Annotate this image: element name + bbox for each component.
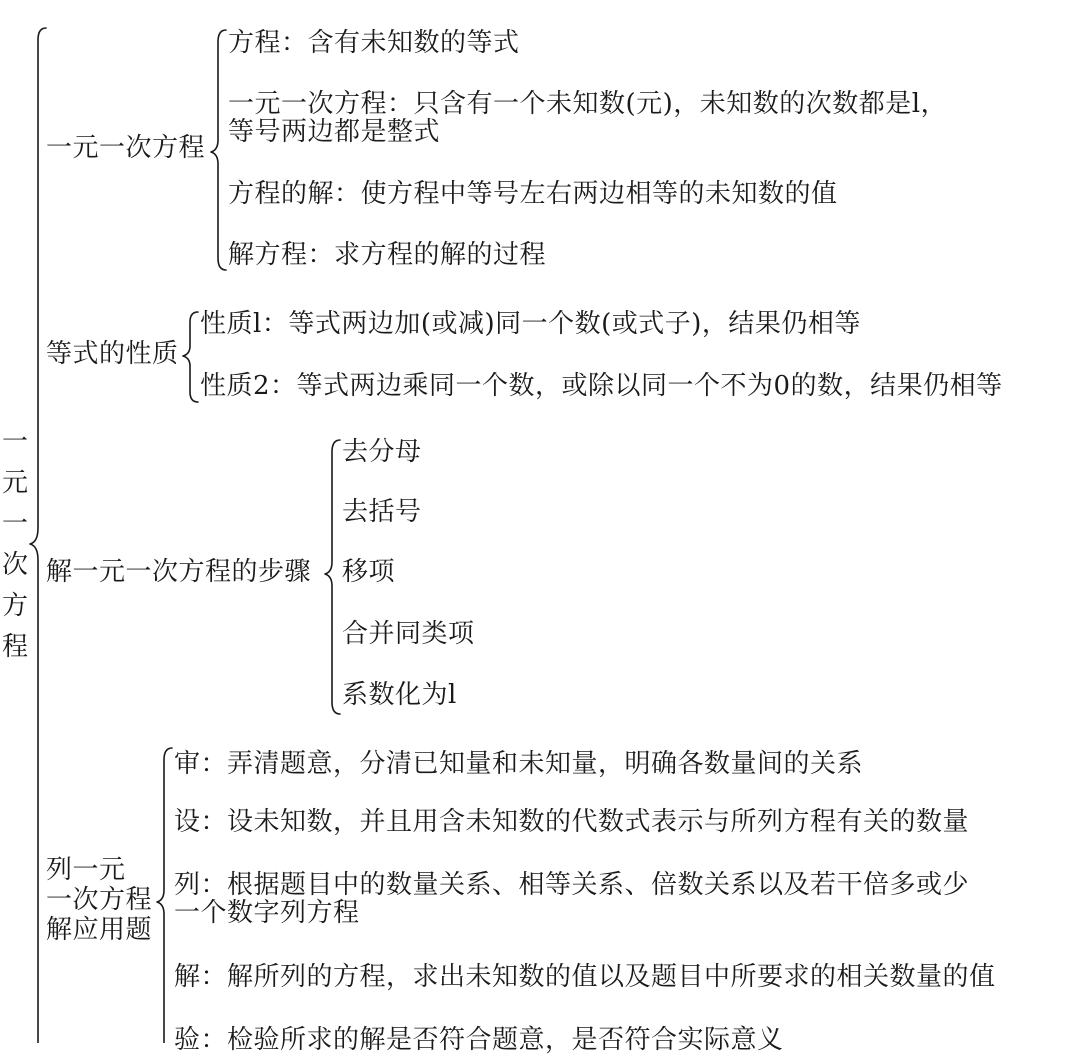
section2-label: 等式的性质 (46, 339, 179, 369)
section4-item: 列：根据题目中的数量关系、相等关系、倍数关系以及若干倍多或少 (174, 870, 970, 900)
root-title-char: 元 (1, 468, 28, 498)
section4-item-continuation: 一个数字列方程 (174, 898, 360, 928)
section4-item: 解：解所列的方程，求出未知数的值以及题目中所要求的相关数量的值 (174, 962, 996, 992)
root-brace (30, 28, 46, 1043)
section1-item-continuation: 等号两边都是整式 (228, 117, 441, 147)
section1-label: 一元一次方程 (46, 133, 206, 163)
section3-item: 系数化为l (342, 680, 457, 710)
section1-item: 一元一次方程：只含有一个未知数(元)，未知数的次数都是l， (228, 89, 948, 119)
section3-item: 去括号 (342, 497, 422, 527)
root-title-char: 次 (1, 550, 28, 580)
section3-brace (325, 440, 340, 714)
section1-item: 方程：含有未知数的等式 (228, 28, 520, 58)
section4-label-line: 列一元 (46, 855, 126, 885)
section4-item: 审：弄清题意，分清已知量和未知量，明确各数量间的关系 (174, 749, 864, 779)
section3-label: 解一元一次方程的步骤 (46, 557, 312, 587)
section1-brace (211, 30, 226, 270)
section3-item: 去分母 (342, 437, 422, 467)
section1-item: 方程的解：使方程中等号左右两边相等的未知数的值 (228, 179, 838, 209)
section4-label-line: 一次方程 (46, 885, 153, 915)
section4-label-line: 解应用题 (46, 915, 153, 945)
section4-item: 设：设未知数，并且用含未知数的代数式表示与所列方程有关的数量 (174, 807, 970, 837)
section4-item: 验：检验所求的解是否符合题意，是否符合实际意义 (174, 1025, 784, 1055)
root-title-char: 方 (1, 591, 28, 621)
section3-item: 移项 (342, 557, 396, 587)
root-title-char: 一 (1, 427, 28, 457)
section4-brace (157, 748, 172, 1043)
section2-item: 性质l：等式两边加(或减)同一个数(或式子)，结果仍相等 (200, 309, 861, 339)
root-title (0, 422, 30, 668)
root-title-char: 程 (1, 632, 28, 662)
section1-item: 解方程：求方程的解的过程 (228, 240, 547, 270)
root-title-char: 一 (1, 509, 28, 539)
section2-brace (183, 312, 198, 402)
section2-item: 性质2：等式两边乘同一个数，或除以同一个不为0的数，结果仍相等 (200, 371, 1003, 401)
section3-item: 合并同类项 (342, 619, 475, 649)
